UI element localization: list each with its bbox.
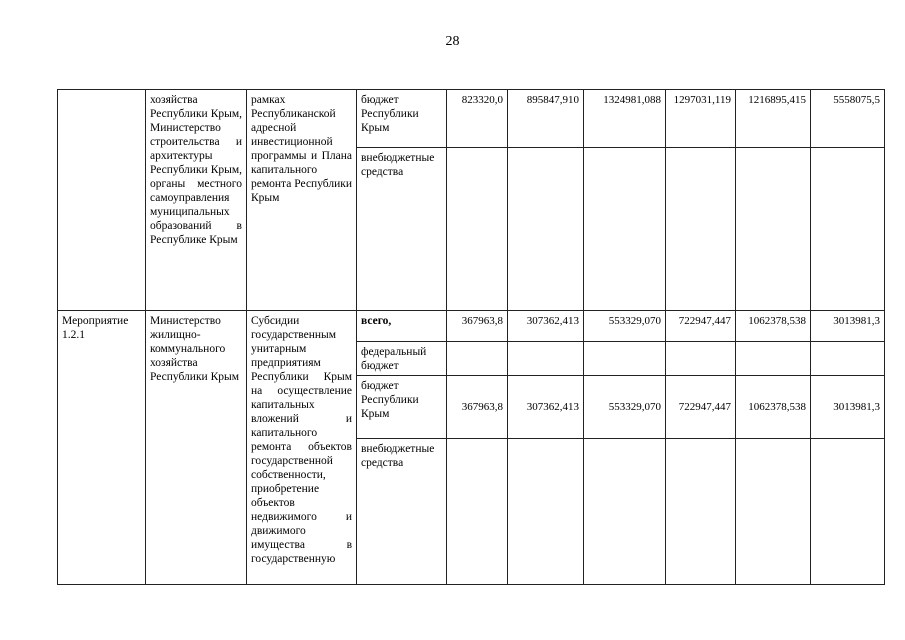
table-row: [58, 90, 885, 148]
funding-source-cell: федеральный бюджет: [357, 342, 447, 376]
value-cell: 553329,070: [584, 311, 666, 342]
value-cell: [584, 439, 666, 585]
value-cell: 722947,447: [666, 376, 736, 439]
value-cell: [666, 148, 736, 311]
value-cell: [811, 342, 885, 376]
value-cell: 722947,447: [666, 311, 736, 342]
value-cell: [447, 342, 508, 376]
description-cell: Субсидии государственным унитарным предприятиям Республики Крым на осуществление капитальных вложений и капитального ремонта объектов государственной собственности, приобретение объектов недвижимого и движимого имущества в государственную: [247, 311, 357, 585]
value-cell: 3013981,3: [811, 311, 885, 342]
value-cell: [508, 342, 584, 376]
activity-cell: [58, 90, 146, 311]
value-cell: [447, 148, 508, 311]
executor-cell: Министерство жилищно-коммунального хозяйства Республики Крым: [146, 311, 247, 585]
funding-source-cell: внебюджетные средства: [357, 439, 447, 585]
budget-table: [57, 89, 885, 585]
value-cell: 823320,0: [447, 90, 508, 148]
value-cell: 895847,910: [508, 90, 584, 148]
value-cell: [736, 342, 811, 376]
value-cell: 367963,8: [447, 311, 508, 342]
funding-source-cell: всего,: [357, 311, 447, 342]
value-cell: [666, 342, 736, 376]
value-cell: 5558075,5: [811, 90, 885, 148]
value-cell: 307362,413: [508, 376, 584, 439]
value-cell: [508, 439, 584, 585]
funding-source-cell: внебюджетные средства: [357, 148, 447, 311]
value-cell: 1062378,538: [736, 376, 811, 439]
value-cell: [508, 148, 584, 311]
value-cell: 1216895,415: [736, 90, 811, 148]
page-number: 28: [445, 34, 460, 49]
value-cell: 1297031,119: [666, 90, 736, 148]
value-cell: [811, 439, 885, 585]
executor-cell: хозяйства Республики Крым, Министерство строительства и архитектуры Республики Крым, органы местного самоуправления муниципальных образований в Республике Крым: [146, 90, 247, 311]
value-cell: [666, 439, 736, 585]
value-cell: [811, 148, 885, 311]
description-cell: рамках Республиканской адресной инвестиционной программы и Плана капитального ремонта Республики Крым: [247, 90, 357, 311]
activity-cell: Мероприятие 1.2.1: [58, 311, 146, 585]
value-cell: [736, 439, 811, 585]
funding-source-cell: бюджет Республики Крым: [357, 376, 447, 439]
value-cell: 553329,070: [584, 376, 666, 439]
value-cell: 367963,8: [447, 376, 508, 439]
value-cell: [447, 439, 508, 585]
value-cell: 3013981,3: [811, 376, 885, 439]
value-cell: [584, 148, 666, 311]
value-cell: [584, 342, 666, 376]
value-cell: 1324981,088: [584, 90, 666, 148]
value-cell: 307362,413: [508, 311, 584, 342]
funding-source-cell: бюджет Республики Крым: [357, 90, 447, 148]
value-cell: [736, 148, 811, 311]
value-cell: 1062378,538: [736, 311, 811, 342]
table-row: [58, 311, 885, 342]
